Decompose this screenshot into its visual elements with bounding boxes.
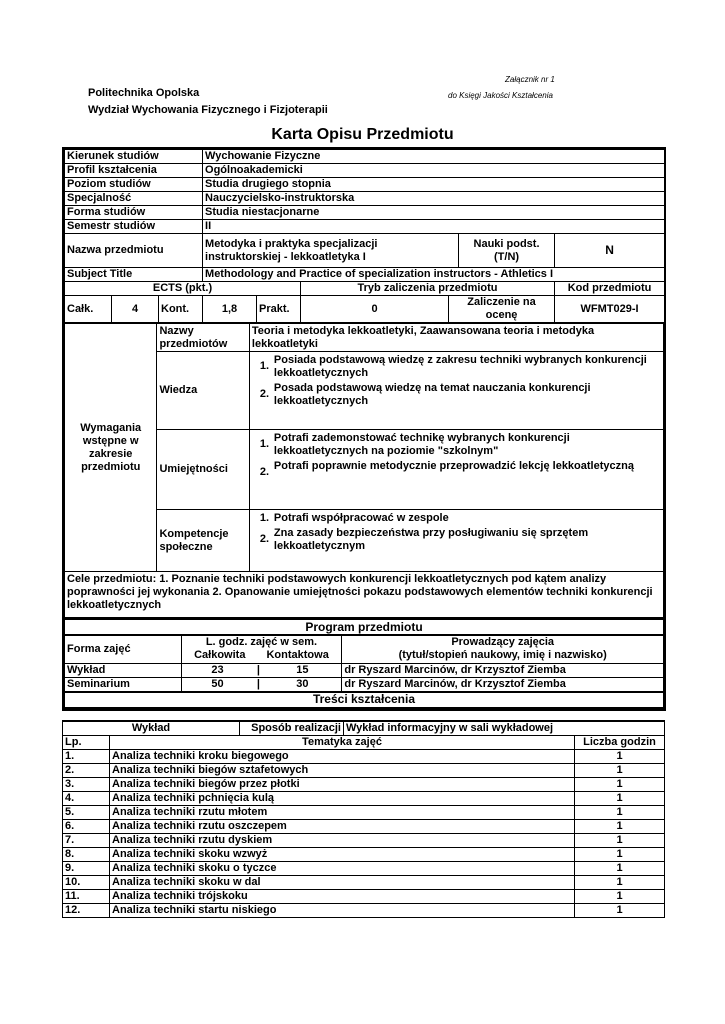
info-label: Specjalność [65,192,203,206]
topic-lp: 11. [63,890,110,904]
nauki-value: N [555,234,665,268]
item-text: Posiada podstawową wiedzę z zakresu techniki wybranych konkurencji lekkoatletycznych [273,354,647,379]
item-text: Potrafi poprawnie metodycznie przeprowadzić lekcję lekkoatletyczną [273,460,634,472]
table-row [63,876,665,890]
list-item [260,382,661,408]
tematyka-label: Tematyka zajęć [110,736,575,750]
topic-hours: 1 [575,792,665,806]
info-value: Studia drugiego stopnia [203,178,665,192]
kompetencje-label: Kompetencje społeczne [157,510,249,572]
info-label: Poziom studiów [65,178,203,192]
info-row [65,206,665,220]
program-title-row [65,619,664,635]
calk-label: Całk. [65,296,112,323]
tryb-value: Zaliczenie na ocenę [449,296,555,323]
program-title: Program przedmiotu [65,619,664,635]
forma-value: Seminarium [65,677,182,692]
list-item [260,460,661,479]
topic-lp: 1. [63,750,110,764]
course-card-table [64,149,665,323]
topic-title: Analiza techniki biegów przez płotki [110,778,575,792]
list-item [260,527,661,553]
info-value: II [203,220,665,234]
ects-value-row [65,296,665,323]
topic-hours: 1 [575,848,665,862]
info-label: Profil kształcenia [65,164,203,178]
program-row [65,663,664,677]
course-card [62,147,666,711]
annex-number: Załącznik nr 1 [505,75,555,84]
topic-title: Analiza techniki startu niskiego [110,904,575,918]
topic-lp: 5. [63,806,110,820]
item-text: Posada podstawową wiedzę na temat nauczania konkurencji lekkoatletycznych [273,382,591,407]
university-name: Politechnika Opolska [88,87,200,99]
item-number: 1. [259,512,270,524]
program-header-row [65,635,664,663]
course-goals: Cele przedmiotu: 1. Poznanie techniki podstawowych konkurencji lekkoatletycznych pod kątem analizy poprawności jej wykonania 2. Opanowanie umiejętności pokazu podstawowych elementów techniki konkurencji lekkoatletycznych [65,572,664,618]
topic-title: Analiza techniki skoku w dal [110,876,575,890]
topic-title: Analiza techniki rzutu dyskiem [110,834,575,848]
hours-separator: | [253,677,263,692]
prowadzacy-label: Prowadzący zajęcia [451,636,555,649]
info-value: Wychowanie Fizyczne [203,150,665,164]
prowadzacy-value: dr Ryszard Marcinów, dr Krzysztof Ziemba [342,663,664,677]
topic-hours: 1 [575,876,665,890]
topic-hours: 1 [575,862,665,876]
prakt-label: Prakt. [257,296,301,323]
topic-lp: 12. [63,904,110,918]
info-label: Forma studiów [65,206,203,220]
subject-title-label: Subject Title [65,268,203,282]
info-section [65,150,665,323]
req-names-value: Teoria i metodyka lekkoatletyki, Zaawansowana teoria i metodyka lekkoatletyki [249,324,663,352]
kompetencje-list [249,510,663,572]
requirements-table [64,323,664,618]
kont-value: 1,8 [203,296,257,323]
topic-hours: 1 [575,890,665,904]
lp-label: Lp. [63,736,110,750]
prakt-value: 0 [301,296,449,323]
subject-title-value: Methodology and Practice of specialization instructors - Athletics I [203,268,665,282]
item-number: 2. [259,533,270,545]
item-text: Potrafi zademonstować technikę wybranych konkurencji lekkoatletycznych na poziomie "szkolnym" [273,432,570,457]
table-row [63,904,665,918]
kont-label: Kont. [159,296,203,323]
ects-header-row [65,282,665,296]
kod-label: Kod przedmiotu [555,282,665,296]
topic-title: Analiza techniki rzutu młotem [110,806,575,820]
kontaktowa-label: Kontaktowa [266,649,329,662]
item-text: Zna zasady bezpieczeństwa przy posługiwaniu się sprzętem lekkoatletycznym [273,527,589,552]
topic-lp: 10. [63,876,110,890]
table-row [63,834,665,848]
program-row [65,677,664,692]
topic-title: Analiza techniki biegów sztafetowych [110,764,575,778]
topic-hours: 1 [575,904,665,918]
topic-lp: 7. [63,834,110,848]
topic-lp: 4. [63,792,110,806]
info-value: Ogólnoakademicki [203,164,665,178]
topic-title: Analiza techniki skoku o tyczce [110,862,575,876]
faculty-name: Wydział Wychowania Fizycznego i Fizjoterapii [88,104,328,116]
prowadzacy-sub: (tytuł/stopień naukowy, imię i nazwisko) [398,649,607,662]
item-number: 1. [259,360,270,372]
sposob-label: Sposób realizacji [240,721,344,736]
topic-title: Analiza techniki pchnięcia kulą [110,792,575,806]
prowadzacy-header [342,635,664,663]
kod-value: WFMT029-I [555,296,665,323]
requirements-label [65,324,157,572]
content-type: Wykład [63,721,240,736]
topic-hours: 1 [575,806,665,820]
topic-hours: 1 [575,820,665,834]
prowadzacy-value: dr Ryszard Marcinów, dr Krzysztof Ziemba [342,677,664,692]
topic-title: Analiza techniki skoku wzwyż [110,848,575,862]
subject-name-row [65,234,665,268]
godz-header [181,635,342,663]
topic-title: Analiza techniki kroku biegowego [110,750,575,764]
annex-subtitle: do Księgi Jakości Kształcenia [448,91,553,100]
topic-lp: 6. [63,820,110,834]
list-item [260,354,661,380]
table-row [63,848,665,862]
topic-hours: 1 [575,778,665,792]
table-row [63,750,665,764]
info-row [65,150,665,164]
topic-title: Analiza techniki rzutu oszczepem [110,820,575,834]
tryb-label: Tryb zaliczenia przedmiotu [301,282,555,296]
topic-title: Analiza techniki trójskoku [110,890,575,904]
topics-table [62,720,665,918]
calk-hours: 50 [181,677,253,692]
info-row [65,192,665,206]
nauki-label: Nauki podst. (T/N) [459,234,555,268]
topic-lp: 8. [63,848,110,862]
content-section [62,720,662,918]
table-row [63,764,665,778]
subject-title-row [65,268,665,282]
info-label: Kierunek studiów [65,150,203,164]
forma-label: Forma zajęć [65,635,182,663]
hours-separator: | [253,663,263,677]
item-number: 2. [259,466,270,478]
topic-lp: 9. [63,862,110,876]
topic-hours: 1 [575,750,665,764]
req-names-row [65,324,664,352]
liczba-label: Liczba godzin [575,736,665,750]
subject-name-value: Metodyka i praktyka specjalizacji instruktorskiej - lekkoatletyka I [203,234,459,268]
info-label: Semestr studiów [65,220,203,234]
list-item [260,432,661,458]
topic-lp: 2. [63,764,110,778]
content-title-row [65,692,664,708]
godz-subheaders [184,649,340,662]
item-text: Potrafi współpracować w zespole [273,512,449,524]
topics-header-row [63,736,665,750]
umiejetnosci-list [249,430,663,510]
list-item [260,512,661,525]
sposob-value: Wykład informacyjny w sali wykładowej [344,721,665,736]
table-row [63,792,665,806]
umiejetnosci-label: Umiejętności [157,430,249,510]
table-row [63,820,665,834]
content-type-row [63,721,665,736]
forma-value: Wykład [65,663,182,677]
req-names-label: Nazwy przedmiotów [157,324,249,352]
item-number: 2. [259,388,270,400]
goals-row [65,572,664,618]
topic-hours: 1 [575,834,665,848]
page-title: Karta Opisu Przedmiotu [271,126,454,143]
requirements-label-text: Wymagania wstępne w zakresie przedmiotu [80,421,142,473]
table-row [63,862,665,876]
topic-lp: 3. [63,778,110,792]
table-row [63,806,665,820]
table-row [63,890,665,904]
calk-value: 4 [112,296,159,323]
info-row [65,178,665,192]
table-row [63,778,665,792]
topic-hours: 1 [575,764,665,778]
subject-name-label: Nazwa przedmiotu [65,234,203,268]
content-title: Treści kształcenia [65,692,664,708]
godz-label: L. godz. zajęć w sem. [205,636,318,649]
wiedza-label: Wiedza [157,352,249,430]
program-table [64,618,664,709]
ects-label: ECTS (pkt.) [65,282,301,296]
calk-hours: 23 [181,663,253,677]
calkowita-label: Całkowita [194,649,246,662]
kont-hours: 15 [263,663,341,677]
kont-hours: 30 [263,677,341,692]
info-value: Studia niestacjonarne [203,206,665,220]
info-row [65,220,665,234]
wiedza-list [249,352,663,430]
info-row [65,164,665,178]
info-value: Nauczycielsko-instruktorska [203,192,665,206]
item-number: 1. [259,438,270,450]
